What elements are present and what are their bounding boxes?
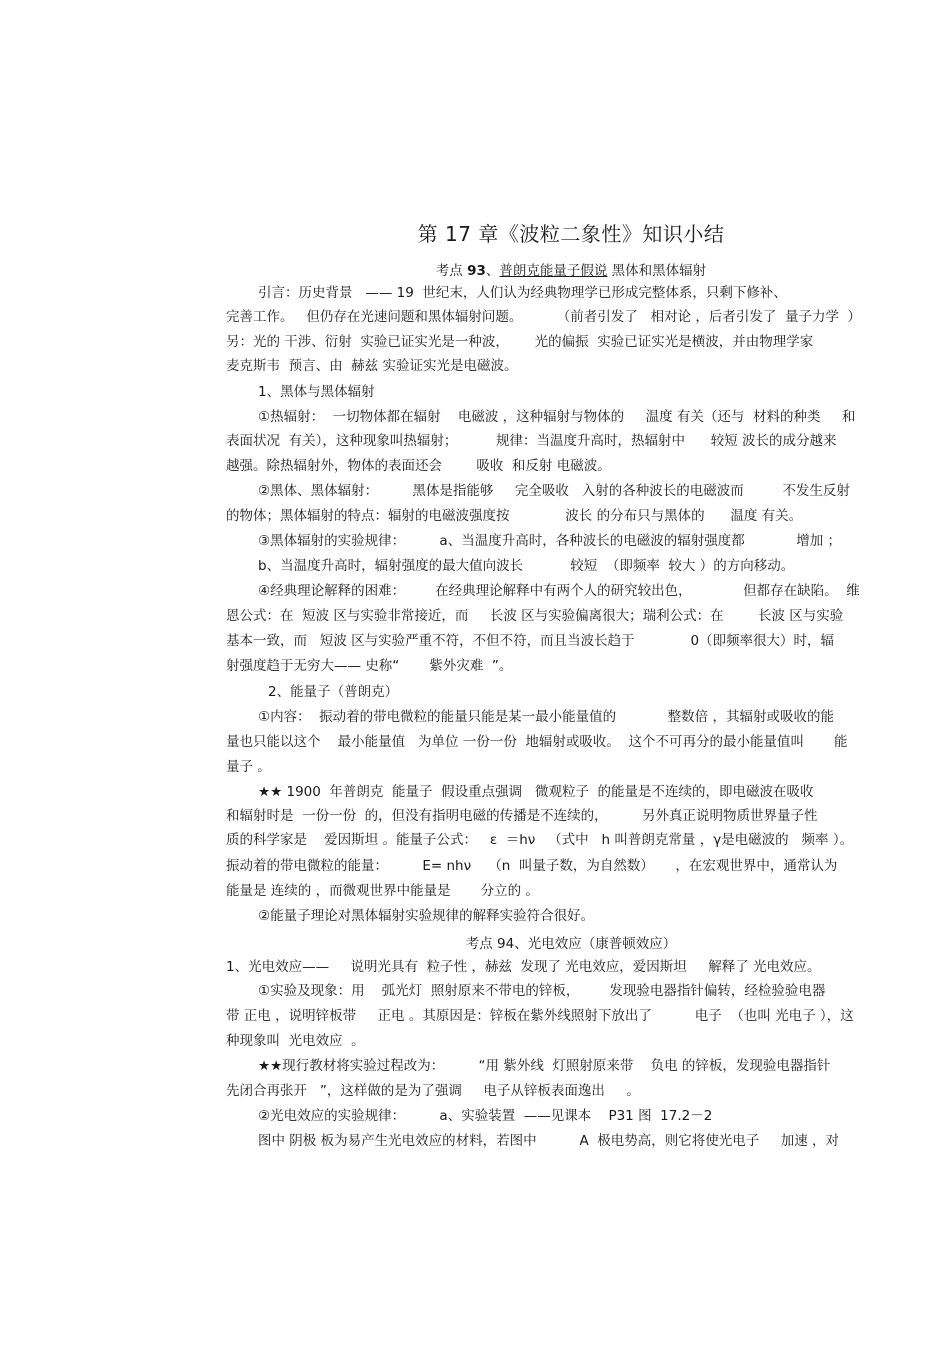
paragraph-line: 另：光的 干涉、衍射 实验已证实光是一种波， 光的偏振 实验已证实光是横波，并由物理学家 [226, 334, 814, 350]
paragraph-line: 恩公式：在 短波 区与实验非常接近，而 长波 区与实验偏离很大；瑞利公式：在 长波 区与实验 [226, 608, 844, 624]
paragraph-line: 振动着的带电微粒的能量： E= nhν （n 叫量子数，为自然数） ，在宏观世界中，通常认为 [226, 858, 838, 874]
paragraph-line: ②黑体、黑体辐射： 黑体是指能够 完全吸收 入射的各种波长的电磁波而 不发生反射 [258, 483, 850, 499]
paragraph-line: 完善工作。 但仍存在光速问题和黑体辐射问题。 （前者引发了 相对论 ，后者引发了 量子力学 ） [226, 309, 862, 325]
heading-prefix: 考点 [435, 263, 468, 279]
paragraph-line: 麦克斯韦 预言、由 赫兹 实验证实光是电磁波。 [226, 358, 518, 374]
paragraph-line: 质的科学家是 爱因斯坦 。能量子公式： ε ＝hν （式中 h 叫普朗克常量 ，γ是电磁波的 频率 ）。 [226, 832, 854, 848]
paragraph-line: 图中 阴极 板为易产生光电效应的材料，若图中 A 极电势高，则它将使光电子 加速 ，对 [258, 1133, 840, 1149]
paragraph-line: 能量是 连续的 ，而微观世界中能量是 分立的 。 [226, 883, 539, 899]
paragraph-line: ①实验及现象：用 弧光灯 照射原来不带电的锌板， 发现验电器指针偏转，经检验验电器 [258, 983, 826, 999]
heading-separator: 、 [485, 263, 500, 279]
chapter-title: 第 17 章《波粒二象性》知识小结 [417, 222, 725, 246]
paragraph-line: 带 正电 ，说明锌板带 正电 。其原因是：锌板在紫外线照射下放出了 电子 （也叫 光电子 ），这 [226, 1008, 854, 1024]
section-heading-93 [0, 259, 950, 279]
subsection-heading: 1、黑体与黑体辐射 [258, 384, 375, 400]
paragraph-line: 越强。除热辐射外，物体的表面还会 吸收 和反射 电磁波。 [226, 458, 611, 474]
heading-suffix: 黑体和黑体辐射 [607, 263, 707, 279]
paragraph-line: 和辐射时是 一份一份 的，但没有指明电磁的传播是不连续的， 另外真正说明物质世界量子性 [226, 808, 818, 824]
subsection-heading: 2、能量子（普朗克） [268, 684, 399, 700]
paragraph-line: ★★现行教材将实验过程改为： “用 紫外线 灯照射原来带 负电 的锌板，发现验电器指针 [258, 1058, 831, 1074]
paragraph-line: 量也只能以这个 最小能量值 为单位 一份一份 地辐射或吸收。 这个不可再分的最小能量值叫 能 [226, 734, 848, 750]
paragraph-line: 的物体；黑体辐射的特点：辐射的电磁波强度按 波长 的分布只与黑体的 温度 有关。 [226, 508, 803, 524]
paragraph-line: 量子 。 [226, 759, 271, 775]
heading-topic: 普朗克能量子假说 [499, 263, 608, 279]
paragraph-line: ②能量子理论对黑体辐射实验规律的解释实验符合很好。 [258, 908, 595, 924]
paragraph-line: ②光电效应的实验规律： a、实验装置 ——见课本 P31 图 17.2－2 [258, 1108, 713, 1124]
paragraph-line: 表面状况 有关），这种现象叫热辐射； 规律：当温度升高时，热辐射中 较短 波长的成分越来 [226, 433, 837, 449]
subsection-heading: 1、光电效应—— 说明光具有 粒子性 ，赫兹 发现了 光电效应，爱因斯坦 解释了 光电效应。 [226, 959, 821, 975]
section-heading-94: 考点 94、光电效应（康普顿效应） [465, 936, 677, 952]
heading-number: 93 [467, 263, 486, 279]
paragraph-line: ★★ 1900 年普朗克 能量子 假设重点强调 微观粒子 的能量是不连续的，即电磁波在吸收 [258, 784, 814, 800]
paragraph-line: ①热辐射： 一切物体都在辐射 电磁波 ，这种辐射与物体的 温度 有关（还与 材料的种类 和 [258, 409, 856, 425]
paragraph-line: ③黑体辐射的实验规律： a、当温度升高时，各种波长的电磁波的辐射强度都 增加 ； [258, 533, 841, 549]
paragraph-line: 射强度趋于无穷大—— 史称“ 紫外灾难 ”。 [226, 658, 513, 674]
paragraph-line: ④经典理论解释的困难： 在经典理论解释中有两个人的研究较出色， 但都存在缺陷。 维 [258, 583, 860, 599]
paragraph-line: ①内容： 振动着的带电微粒的能量只能是某一最小能量值的 整数倍 ，其辐射或吸收的能 [258, 709, 834, 725]
paragraph-line: b、当温度升高时，辐射强度的最大值向波长 较短 （即频率 较大 ）的方向移动。 [258, 558, 795, 574]
paragraph-line: 引言：历史背景 —— 19 世纪末，人们认为经典物理学已形成完整体系，只剩下修补、 [258, 285, 787, 301]
paragraph-line: 先闭合再张开 ”，这样做的是为了强调 电子从锌板表面逸出 。 [226, 1083, 640, 1099]
paragraph-line: 基本一致，而 短波 区与实验严重不符，不但不符，而且当波长趋于 0（即频率很大）时，辐 [226, 633, 835, 649]
paragraph-line: 种现象叫 光电效应 。 [226, 1033, 365, 1049]
